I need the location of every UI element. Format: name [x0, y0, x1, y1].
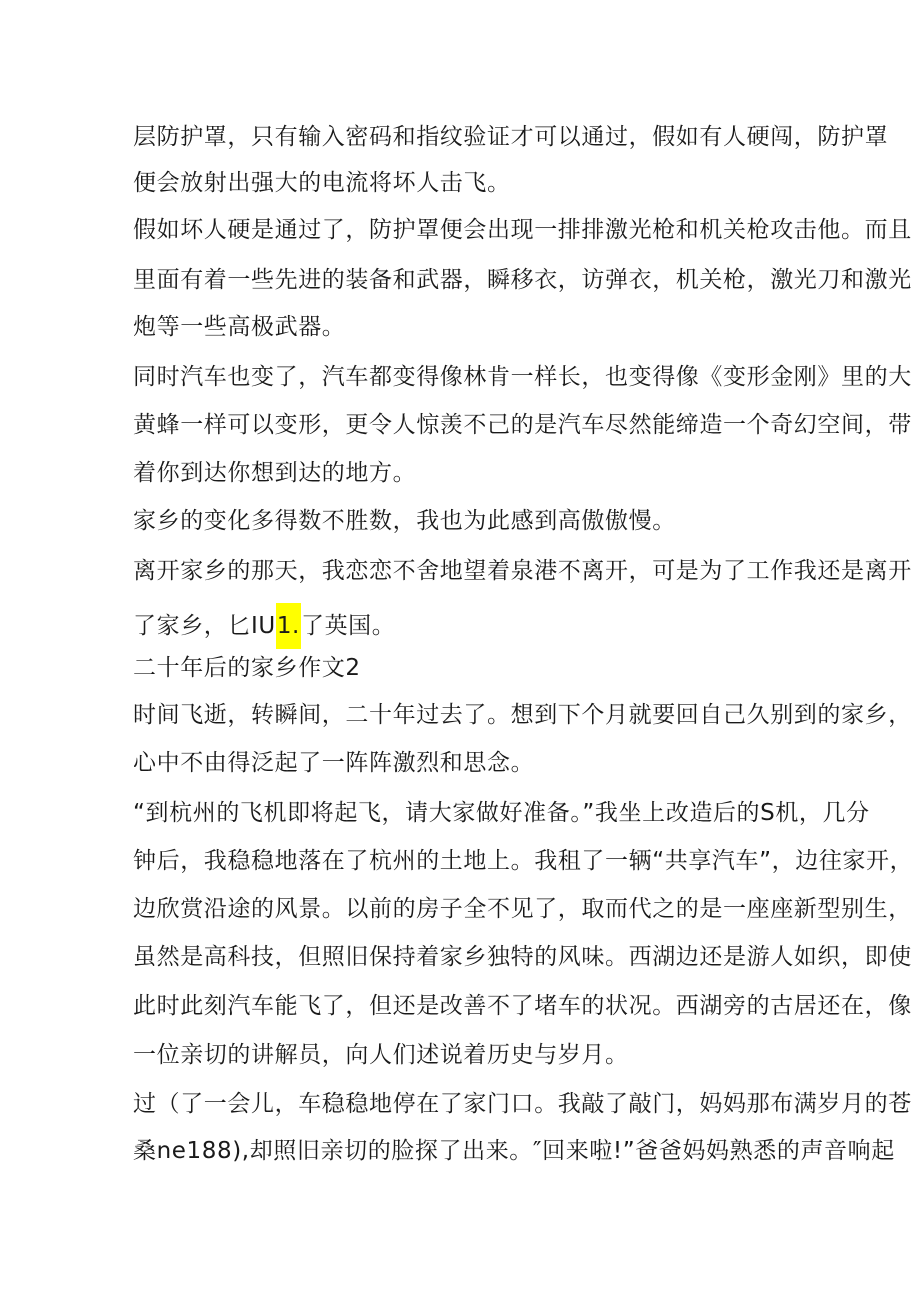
text-line: 边欣赏沿途的风景。以前的房子全不见了，取而代之的是一座座新型别生，: [133, 896, 912, 922]
text-line: [133, 603, 395, 649]
text-line: 炮等一些高极武器。: [133, 314, 346, 340]
text-line: 便会放射出强大的电流将坏人击飞。: [133, 170, 511, 196]
text-line: 心中不由得泛起了一阵阵激烈和思念。: [133, 750, 535, 776]
text-line: 过（了一会儿，车稳稳地停在了家门口。我敲了敲门，妈妈那布满岁月的苍: [133, 1091, 912, 1117]
text-line: 层防护罩，只有输入密码和指纹验证才可以通过，假如有人硬闯，防护罩: [133, 124, 889, 150]
text-line: 着你到达你想到达的地方。: [133, 460, 417, 486]
text-line: 此时此刻汽车能飞了，但还是改善不了堵车的状况。西湖旁的古居还在，像: [133, 993, 912, 1019]
text-line: 钟后，我稳稳地落在了杭州的土地上。我租了一辆“共享汽车”，边往家开，: [133, 848, 914, 874]
text-line: 一位亲切的讲解员，向人们述说着历史与岁月。: [133, 1042, 629, 1068]
text-line: 离开家乡的那天，我恋恋不舍地望着泉港不离开，可是为了工作我还是离开: [133, 558, 912, 584]
text-line: “到杭州的飞机即将起飞，请大家做好准备。”我坐上改造后的S机，几分: [133, 800, 870, 826]
text-line: 虽然是高科技，但照旧保持着家乡独特的风味。西湖边还是游人如织，即使: [133, 944, 912, 970]
text-line: 黄蜂一样可以变形，更令人惊羡不己的是汽车尽然能缔造一个奇幻空间，带: [133, 412, 912, 438]
section-heading: 二十年后的家乡作文2: [133, 655, 361, 681]
text-line: 同时汽车也变了，汽车都变得像林肯一样长，也变得像《变形金刚》里的大: [133, 364, 912, 390]
highlighted-text: 1.: [276, 603, 301, 649]
text-line: 里面有着一些先进的装备和武器，瞬移衣，访弹衣，机关枪，激光刀和激光: [133, 267, 912, 293]
text-line: 桑ne188),却照旧亲切的脸探了出来。″回来啦!”爸爸妈妈熟悉的声音响起: [133, 1138, 895, 1164]
text-line: 假如坏人硬是通过了，防护罩便会出现一排排激光枪和机关枪攻击他。而且: [133, 217, 912, 243]
text-segment: 了英国。: [300, 613, 396, 639]
text-line: 家乡的变化多得数不胜数，我也为此感到高傲傲慢。: [133, 508, 676, 534]
text-segment: 了家乡，匕IU: [133, 613, 276, 639]
text-line: 时间飞逝，转瞬间，二十年过去了。想到下个月就要回自己久别到的家乡，: [133, 702, 912, 728]
